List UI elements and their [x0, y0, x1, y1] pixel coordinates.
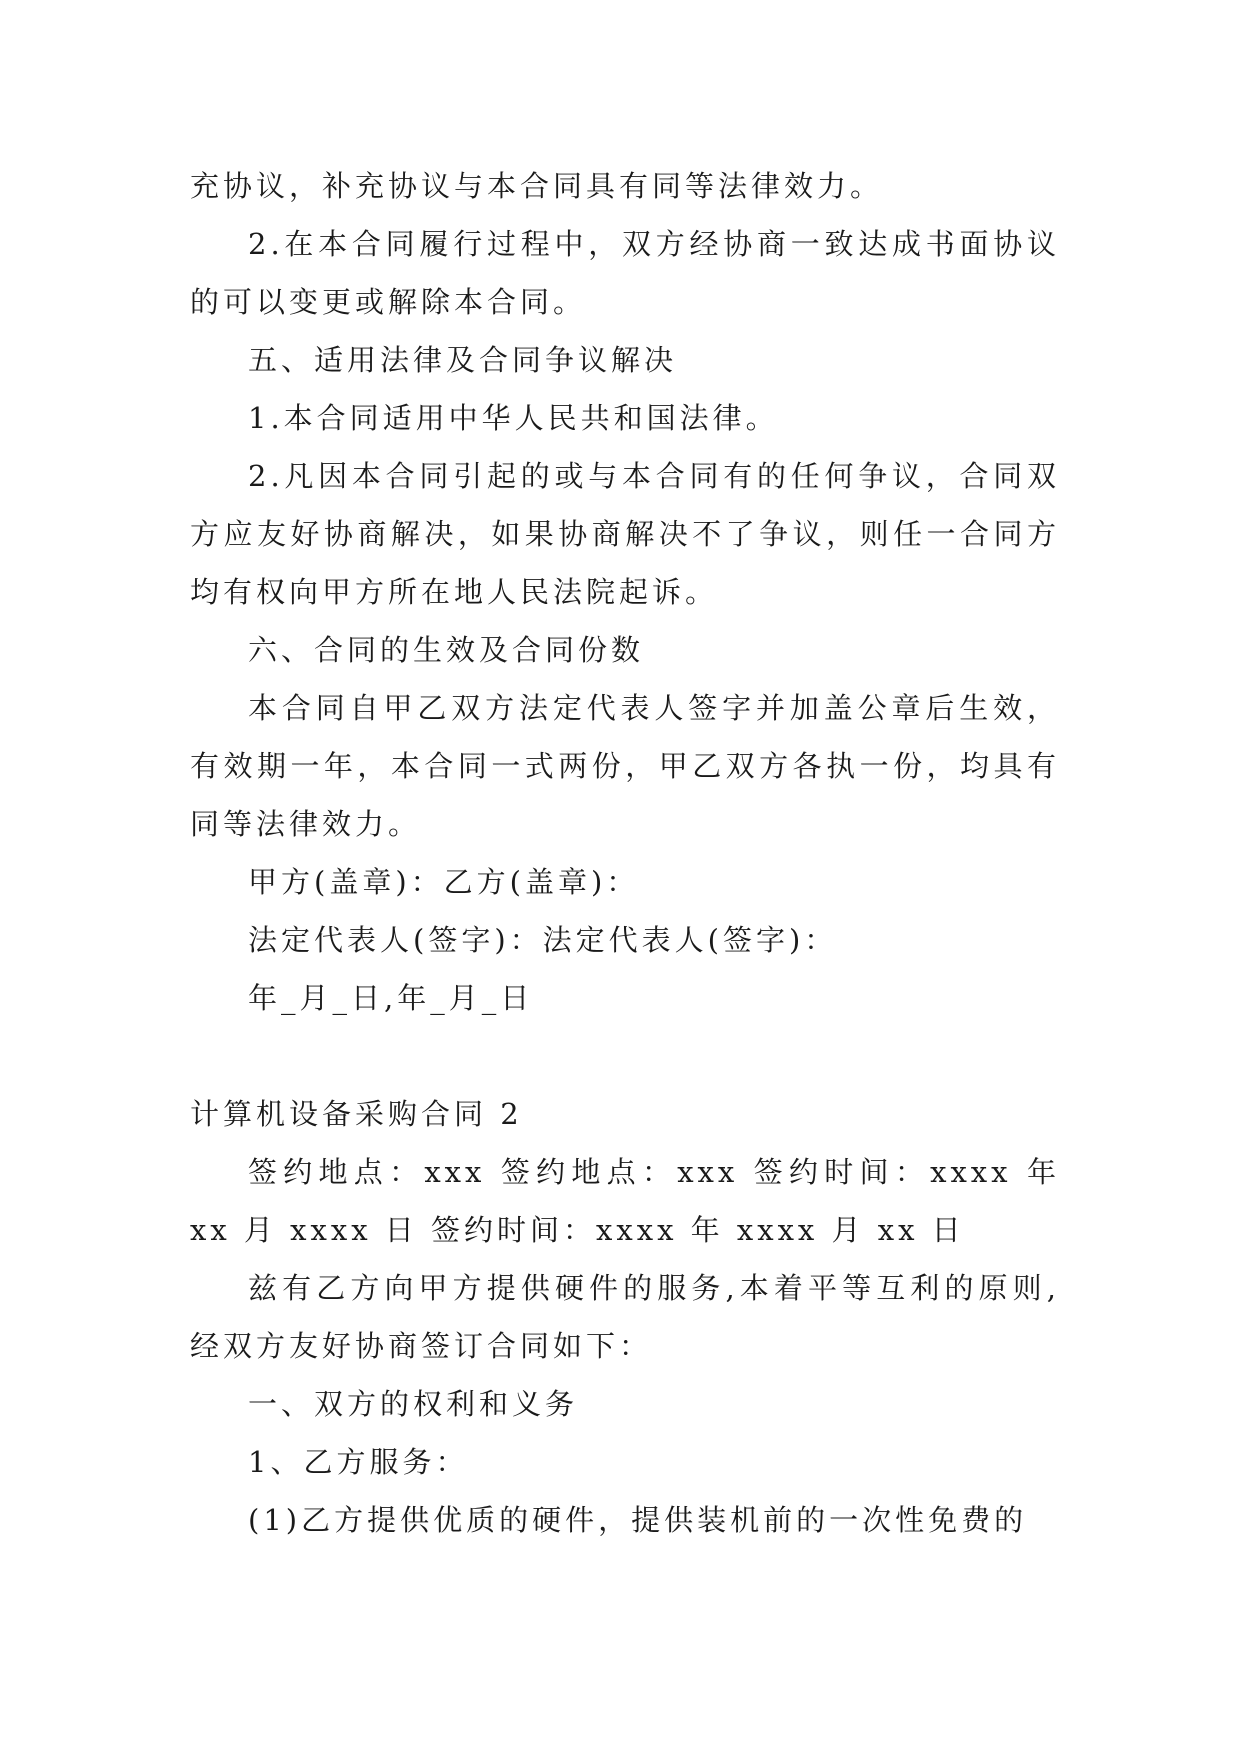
- section-heading: 六、合同的生效及合同份数: [248, 633, 645, 667]
- signature-seal-line: 甲方(盖章)：乙方(盖章)：: [248, 865, 640, 899]
- signature-representative-line: 法定代表人(签字)：法定代表人(签字)：: [248, 923, 838, 957]
- signature-date-line: 年_月_日,年_月_日: [248, 981, 534, 1015]
- paragraph: 1.本合同适用中华人民共和国法律。: [248, 401, 779, 435]
- paragraph: 1、乙方服务：: [248, 1445, 469, 1479]
- paragraph: 兹有乙方向甲方提供硬件的服务,本着平等互利的原则,经双方友好协商签订合同如下：: [190, 1271, 1060, 1363]
- section-heading: 一、双方的权利和义务: [248, 1387, 579, 1421]
- document-body: [190, 157, 1060, 1549]
- section-heading: 五、适用法律及合同争议解决: [248, 343, 678, 377]
- document-title: 计算机设备采购合同 2: [190, 1097, 523, 1131]
- paragraph: 2.在本合同履行过程中，双方经协商一致达成书面协议的可以变更或解除本合同。: [190, 227, 1060, 319]
- paragraph: (1)乙方提供优质的硬件，提供装机前的一次性免费的: [248, 1503, 1028, 1537]
- paragraph: 2.凡因本合同引起的或与本合同有的任何争议，合同双方应友好协商解决，如果协商解决不了争议，则任一合同方均有权向甲方所在地人民法院起诉。: [190, 459, 1060, 609]
- paragraph: 签约地点：xxx 签约地点：xxx 签约时间：xxxx 年 xx 月 xxxx 日 签约时间：xxxx 年 xxxx 月 xx 日: [190, 1155, 1060, 1247]
- paragraph: 本合同自甲乙双方法定代表人签字并加盖公章后生效，有效期一年，本合同一式两份，甲乙双方各执一份，均具有同等法律效力。: [190, 691, 1060, 841]
- paragraph: 充协议，补充协议与本合同具有同等法律效力。: [190, 169, 884, 203]
